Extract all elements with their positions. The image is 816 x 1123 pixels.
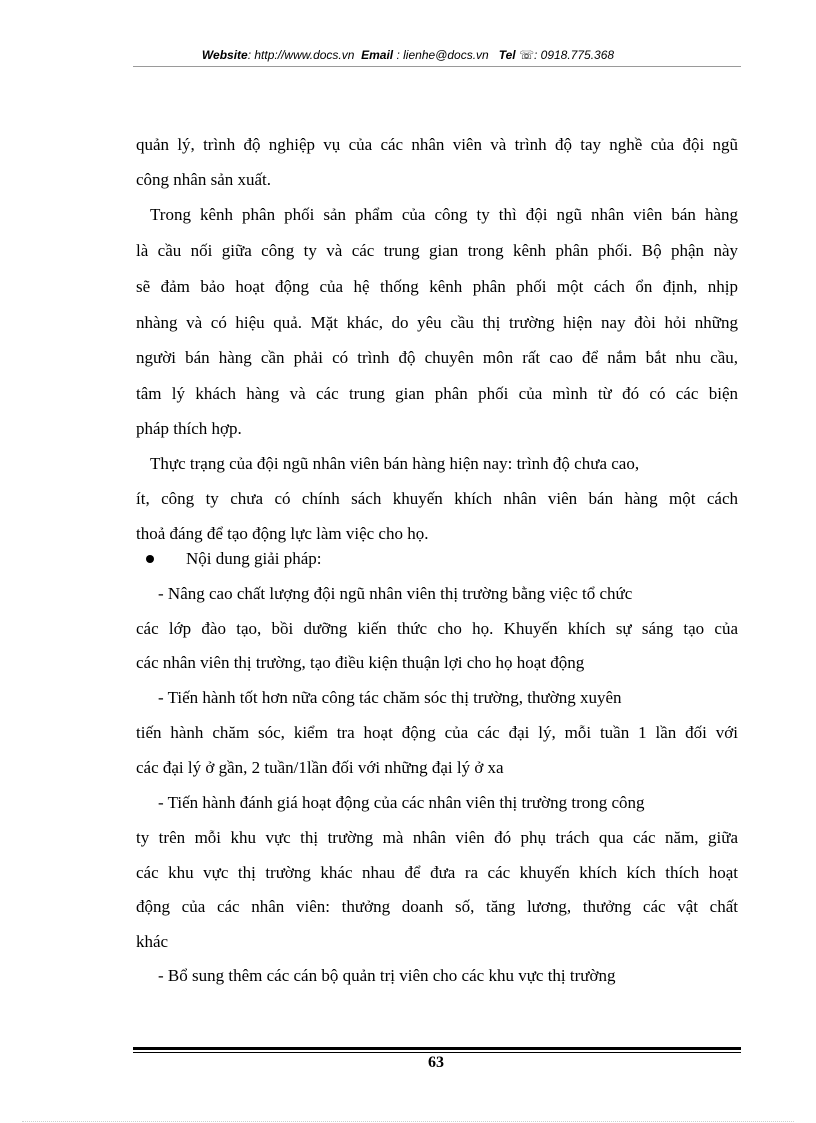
text-line: nhàng và có hiệu quả. Mặt khác, do yêu cầu thị trường hiện nay đòi hỏi những [136,313,738,332]
tel-value: : 0918.775.368 [533,48,615,62]
email-label: Email [361,48,394,62]
website-label: Website [201,48,248,62]
text-line: các lớp đào tạo, bồi dưỡng kiến thức cho họ. Khuyến khích sự sáng tạo của [136,619,738,638]
text-line: ty trên mỗi khu vực thị trường mà nhân viên đó phụ trách qua các năm, giữa [136,828,738,847]
website-value: : http://www.docs.vn [247,48,355,62]
text-line: các khu vực thị trường khác nhau để đưa ra các khuyến khích kích thích hoạt [136,863,738,882]
page-header [0,48,816,62]
text-line: các nhân viên thị trường, tạo điều kiện thuận lợi cho họ hoạt động [136,653,585,672]
text-line: tâm lý khách hàng và các trung gian phân phối của mình từ đó có các biện [136,384,738,403]
dash-item: - Tiến hành tốt hơn nữa công tác chăm sóc thị trường, thường xuyên [158,688,622,707]
text-line: thoả đáng để tạo động lực làm việc cho họ. [136,524,429,543]
page-number: 63 [428,1054,444,1071]
footer-divider-thick [133,1047,741,1050]
dash-item: - Tiến hành đánh giá hoạt động của các nhân viên thị trường trong công [158,793,645,812]
bullet-heading: Nội dung giải pháp: [186,549,322,568]
text-line: quản lý, trình độ nghiệp vụ của các nhân viên và trình độ tay nghề của đội ngũ [136,135,738,154]
tel-label: Tel [498,48,516,62]
paragraph-start: Thực trạng của đội ngũ nhân viên bán hàng hiện nay: trình độ chưa cao, [150,454,640,473]
text-line: người bán hàng cần phải có trình độ chuyên môn rất cao để nắm bắt nhu cầu, [136,348,738,367]
paragraph-start: Trong kênh phân phối sản phẩm của công ty thì đội ngũ nhân viên bán hàng [150,205,738,224]
dash-item: - Nâng cao chất lượng đội ngũ nhân viên thị trường bằng việc tổ chức [158,584,633,603]
page-bottom-border [22,1121,794,1122]
header-divider [133,66,741,67]
email-value: : lienhe@docs.vn [396,48,489,62]
text-line: tiến hành chăm sóc, kiểm tra hoạt động của các đại lý, mỗi tuần 1 lần đối với [136,723,738,742]
text-line: công nhân sản xuất. [136,170,272,189]
text-line: các đại lý ở gần, 2 tuần/1lần đối với những đại lý ở xa [136,758,504,777]
text-line: pháp thích hợp. [136,419,242,438]
text-line: khác [136,932,169,951]
text-line: ít, công ty chưa có chính sách khuyến khích nhân viên bán hàng một cách [136,489,738,508]
telephone-icon: ☏ [518,48,534,62]
text-line: là cầu nối giữa công ty và các trung gian trong kênh phân phối. Bộ phận này [136,241,738,260]
text-line: sẽ đảm bảo hoạt động của hệ thống kênh phân phối một cách ổn định, nhịp [136,277,738,296]
dash-item: - Bổ sung thêm các cán bộ quản trị viên cho các khu vực thị trường [158,966,616,985]
text-line: động của các nhân viên: thưởng doanh số, tăng lương, thưởng các vật chất [136,897,738,916]
bullet-icon [146,555,154,563]
